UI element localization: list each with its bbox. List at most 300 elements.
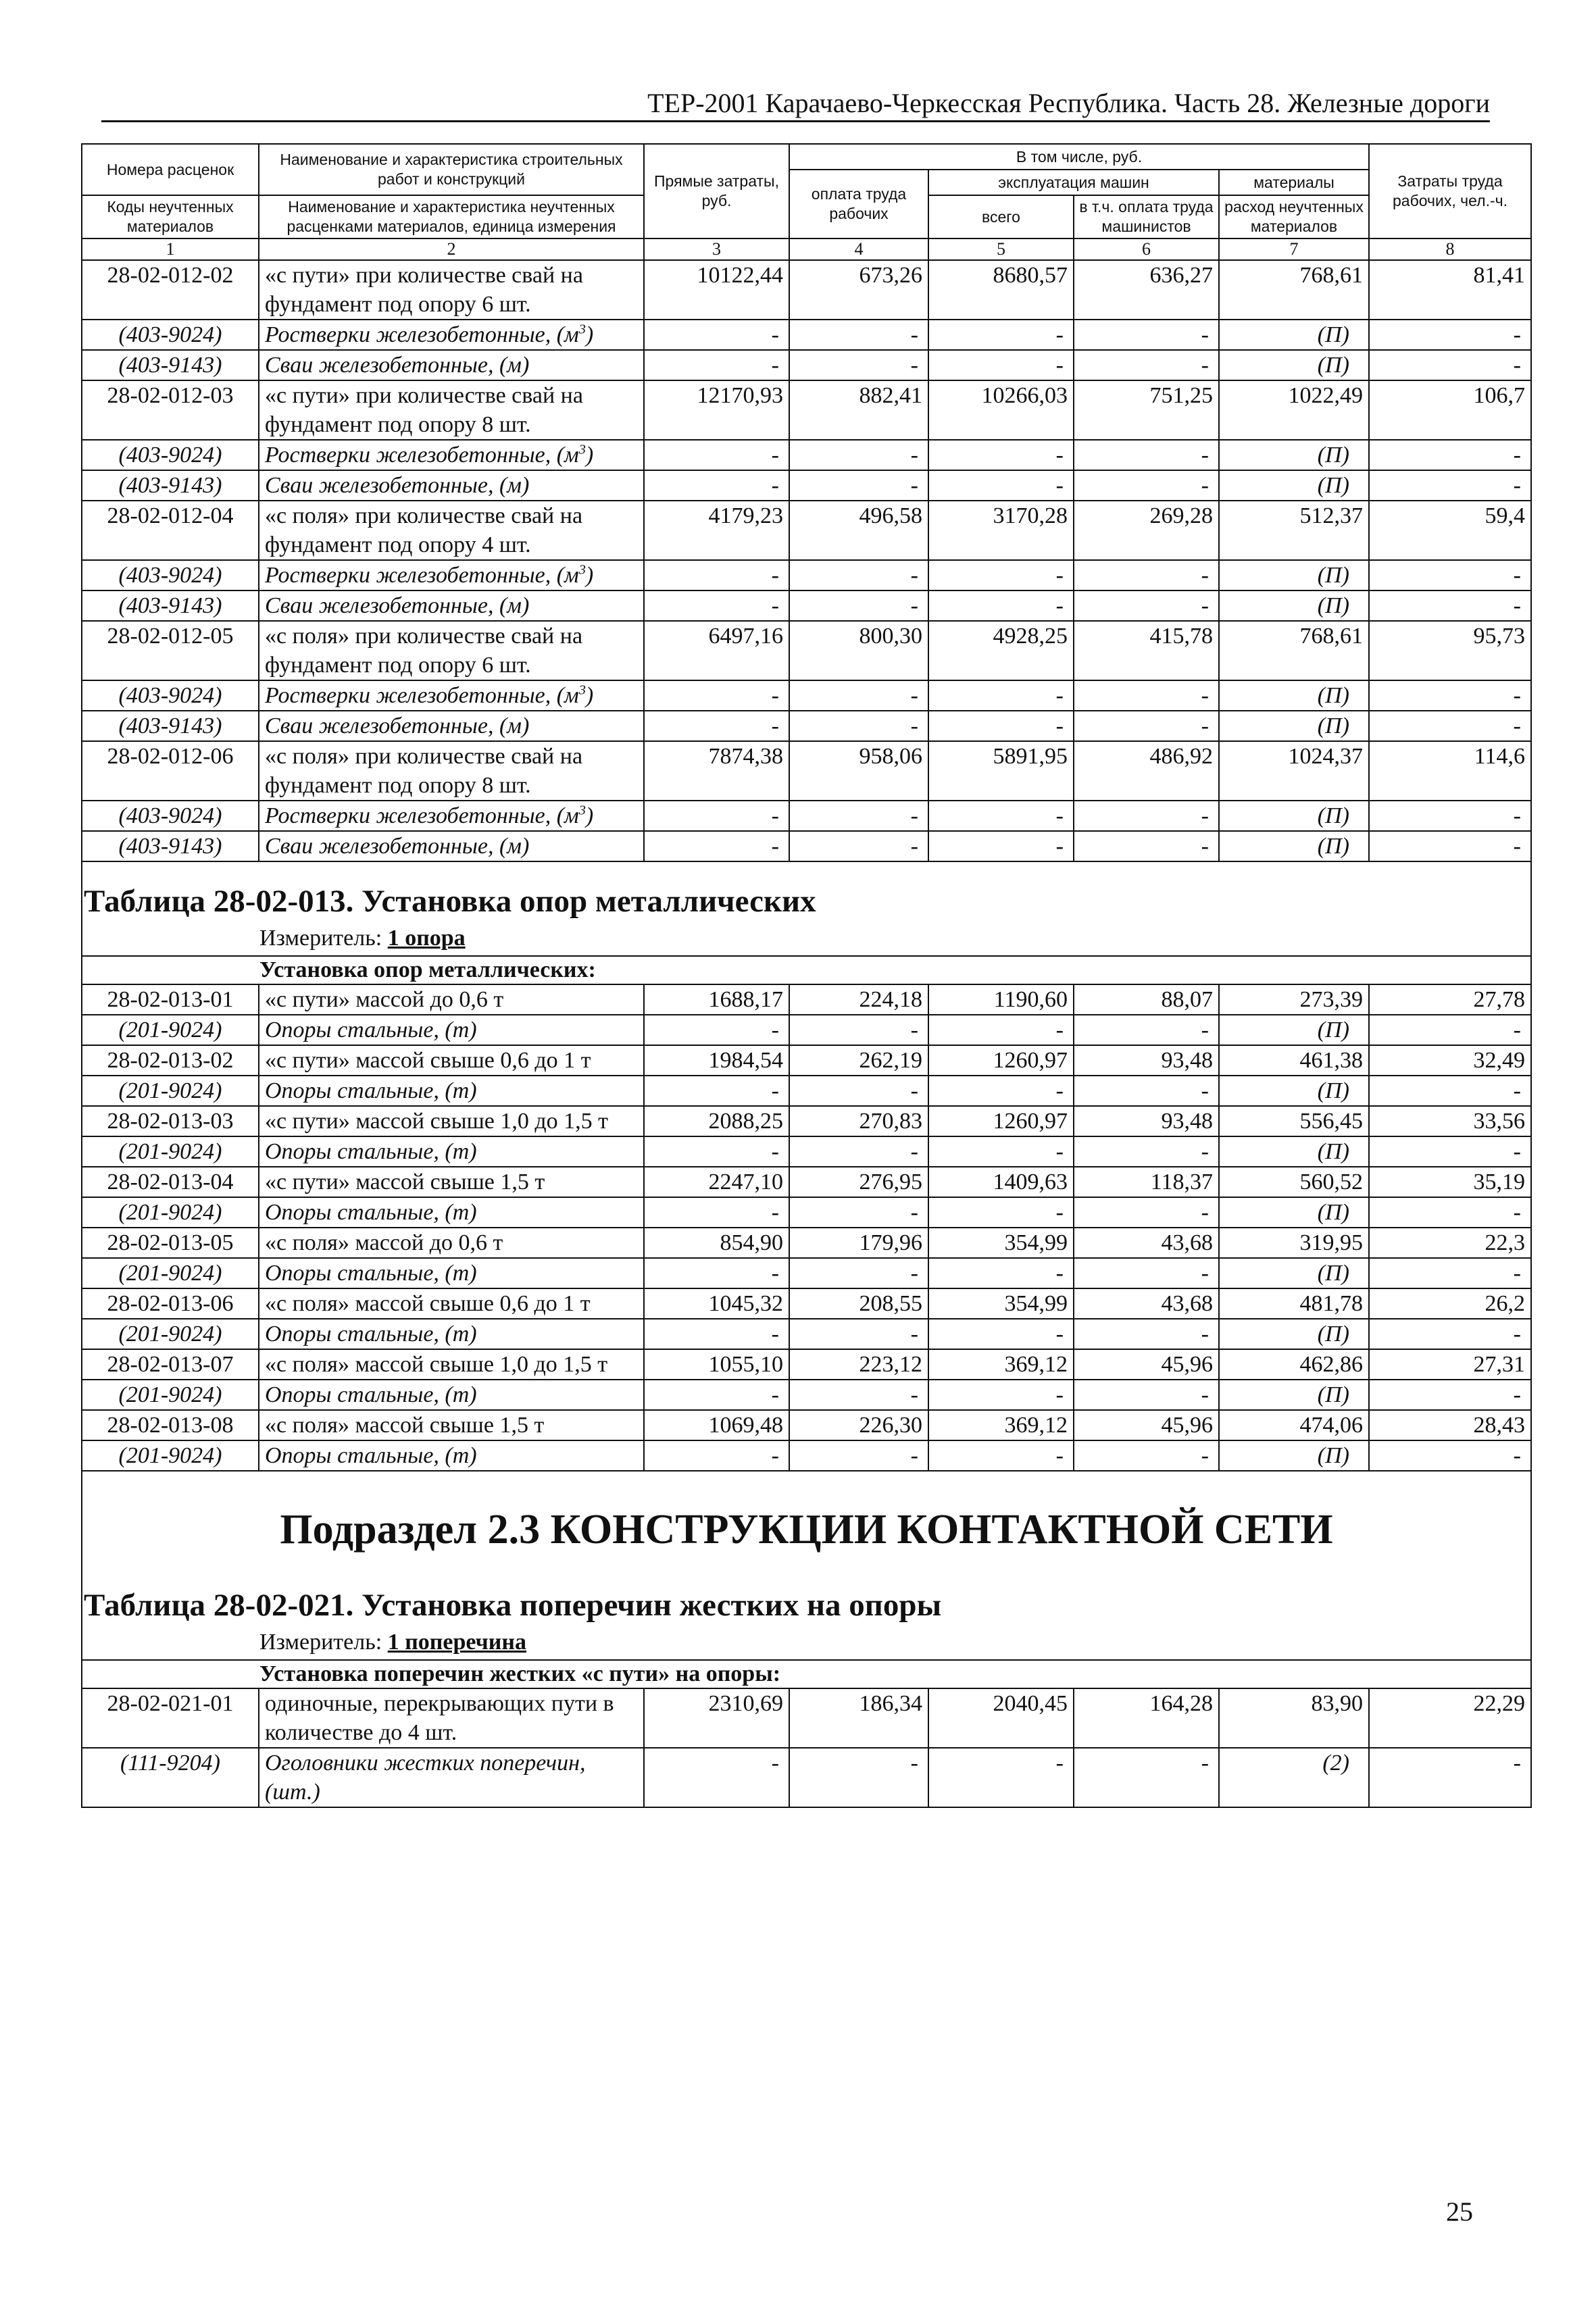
column-numbers-row xyxy=(82,238,1531,260)
material-row xyxy=(82,1076,1531,1106)
labor-hours: 59,4 xyxy=(1369,501,1531,560)
header-col6: в т.ч. оплата труда машинистов xyxy=(1074,195,1219,238)
material-name: Опоры стальные, (т) xyxy=(259,1440,644,1471)
table-row xyxy=(82,1167,1531,1197)
dash: - xyxy=(644,1440,789,1471)
header-col4: оплата труда рабочих xyxy=(789,170,928,238)
material-consumption: (П) xyxy=(1219,470,1369,501)
dash: - xyxy=(1074,590,1219,621)
rate-code: 28-02-012-04 xyxy=(82,501,259,560)
table013-section xyxy=(82,861,1531,956)
material-code: (201-9024) xyxy=(82,1440,259,1471)
dash: - xyxy=(789,470,928,501)
materials-cost: 83,90 xyxy=(1219,1688,1369,1748)
worker-wages: 958,06 xyxy=(789,741,928,801)
table-row xyxy=(82,1106,1531,1136)
material-consumption: (П) xyxy=(1219,1197,1369,1228)
dash: - xyxy=(1369,801,1531,831)
direct-costs: 1069,48 xyxy=(644,1410,789,1440)
labor-hours: 33,56 xyxy=(1369,1106,1531,1136)
table-row xyxy=(82,1228,1531,1258)
dash: - xyxy=(928,470,1074,501)
operator-wages: 45,96 xyxy=(1074,1349,1219,1380)
material-code: (403-9024) xyxy=(82,560,259,590)
material-code: (403-9143) xyxy=(82,470,259,501)
header-col2-top: Наименование и характеристика строительных работ и конструкций xyxy=(259,144,644,195)
work-description: «с поля» при количестве свай на фундамент под опору 8 шт. xyxy=(259,741,644,801)
material-row xyxy=(82,590,1531,621)
material-row xyxy=(82,711,1531,741)
page-number: 25 xyxy=(1446,2196,1473,2227)
material-consumption: (П) xyxy=(1219,680,1369,711)
dash: - xyxy=(644,1380,789,1410)
material-row xyxy=(82,320,1531,350)
dash: - xyxy=(789,1136,928,1167)
rate-code: 28-02-012-05 xyxy=(82,621,259,680)
material-consumption: (П) xyxy=(1219,711,1369,741)
dash: - xyxy=(644,590,789,621)
dash: - xyxy=(1369,1380,1531,1410)
material-name: Сваи железобетонные, (м) xyxy=(259,831,644,861)
material-consumption: (П) xyxy=(1219,350,1369,380)
material-code: (403-9024) xyxy=(82,801,259,831)
machines-total: 1260,97 xyxy=(928,1106,1074,1136)
work-description: «с пути» массой свыше 1,0 до 1,5 т xyxy=(259,1106,644,1136)
direct-costs: 1045,32 xyxy=(644,1288,789,1319)
table-row xyxy=(82,741,1531,801)
header-col2-bottom: Наименование и характеристика неучтенных расценками материалов, единица измерения xyxy=(259,195,644,238)
material-consumption: (П) xyxy=(1219,1319,1369,1349)
rate-code: 28-02-013-03 xyxy=(82,1106,259,1136)
meter-unit: 1 поперечина xyxy=(387,1630,526,1655)
materials-cost: 319,95 xyxy=(1219,1228,1369,1258)
worker-wages: 186,34 xyxy=(789,1688,928,1748)
material-code: (201-9024) xyxy=(82,1258,259,1288)
rate-code: 28-02-021-01 xyxy=(82,1688,259,1748)
material-consumption: (П) xyxy=(1219,440,1369,470)
material-name: Опоры стальные, (т) xyxy=(259,1258,644,1288)
material-name: Опоры стальные, (т) xyxy=(259,1076,644,1106)
table013-title-row xyxy=(82,861,1531,956)
dash: - xyxy=(928,1076,1074,1106)
table013-body xyxy=(82,984,1531,1471)
material-row xyxy=(82,1440,1531,1471)
dash: - xyxy=(1074,1319,1219,1349)
material-row xyxy=(82,1197,1531,1228)
dash: - xyxy=(789,1076,928,1106)
operator-wages: 43,68 xyxy=(1074,1288,1219,1319)
worker-wages: 496,58 xyxy=(789,501,928,560)
operator-wages: 486,92 xyxy=(1074,741,1219,801)
work-description: «с поля» при количестве свай на фундамент под опору 6 шт. xyxy=(259,621,644,680)
worker-wages: 270,83 xyxy=(789,1106,928,1136)
dash: - xyxy=(1369,1197,1531,1228)
dash: - xyxy=(1074,350,1219,380)
table-row xyxy=(82,621,1531,680)
table-row xyxy=(82,1045,1531,1076)
labor-hours: 27,78 xyxy=(1369,984,1531,1015)
dash: - xyxy=(928,1136,1074,1167)
dash: - xyxy=(1369,470,1531,501)
dash: - xyxy=(928,440,1074,470)
machines-total: 369,12 xyxy=(928,1349,1074,1380)
material-name: Опоры стальные, (т) xyxy=(259,1380,644,1410)
column-number: 5 xyxy=(928,238,1074,260)
dash: - xyxy=(1074,470,1219,501)
dash: - xyxy=(1369,1319,1531,1349)
material-row xyxy=(82,680,1531,711)
header-col3: Прямые затраты, руб. xyxy=(644,144,789,238)
dash: - xyxy=(1074,831,1219,861)
machines-total: 354,99 xyxy=(928,1228,1074,1258)
operator-wages: 93,48 xyxy=(1074,1106,1219,1136)
direct-costs: 7874,38 xyxy=(644,741,789,801)
material-row xyxy=(82,440,1531,470)
table-row xyxy=(82,1688,1531,1748)
direct-costs: 1984,54 xyxy=(644,1045,789,1076)
dash: - xyxy=(928,1197,1074,1228)
dash: - xyxy=(1369,831,1531,861)
table-row xyxy=(82,1349,1531,1380)
dash: - xyxy=(1074,1440,1219,1471)
table021-title: Таблица 28-02-021. Установка поперечин жестких на опоры xyxy=(84,1588,942,1623)
subsection-heading: Подраздел 2.3 КОНСТРУКЦИИ КОНТАКТНОЙ СЕТИ xyxy=(280,1507,1333,1553)
dash: - xyxy=(928,1440,1074,1471)
material-consumption: (П) xyxy=(1219,831,1369,861)
table-row xyxy=(82,260,1531,320)
dash: - xyxy=(644,320,789,350)
dash: - xyxy=(928,711,1074,741)
machines-total: 8680,57 xyxy=(928,260,1074,320)
materials-cost: 1022,49 xyxy=(1219,380,1369,440)
material-code: (403-9143) xyxy=(82,711,259,741)
material-consumption: (П) xyxy=(1219,320,1369,350)
dash: - xyxy=(1369,590,1531,621)
worker-wages: 262,19 xyxy=(789,1045,928,1076)
dash: - xyxy=(789,1258,928,1288)
meter-unit: 1 опора xyxy=(387,926,466,951)
material-row xyxy=(82,831,1531,861)
material-code: (403-9024) xyxy=(82,680,259,711)
dash: - xyxy=(928,1748,1074,1807)
dash: - xyxy=(789,320,928,350)
labor-hours: 81,41 xyxy=(1369,260,1531,320)
dash: - xyxy=(928,350,1074,380)
materials-cost: 273,39 xyxy=(1219,984,1369,1015)
direct-costs: 4179,23 xyxy=(644,501,789,560)
operator-wages: 269,28 xyxy=(1074,501,1219,560)
dash: - xyxy=(789,590,928,621)
machines-total: 2040,45 xyxy=(928,1688,1074,1748)
material-code: (111-9204) xyxy=(82,1748,259,1807)
work-description: «с поля» массой свыше 1,0 до 1,5 т xyxy=(259,1349,644,1380)
rate-code: 28-02-012-06 xyxy=(82,741,259,801)
material-consumption: (П) xyxy=(1219,1076,1369,1106)
operator-wages: 751,25 xyxy=(1074,380,1219,440)
material-row xyxy=(82,801,1531,831)
material-code: (403-9024) xyxy=(82,320,259,350)
dash: - xyxy=(789,1319,928,1349)
dash: - xyxy=(1074,1197,1219,1228)
table021-meter xyxy=(82,1626,1530,1659)
worker-wages: 276,95 xyxy=(789,1167,928,1197)
material-name: Опоры стальные, (т) xyxy=(259,1319,644,1349)
dash: - xyxy=(1369,1748,1531,1807)
rate-code: 28-02-013-07 xyxy=(82,1349,259,1380)
worker-wages: 224,18 xyxy=(789,984,928,1015)
dash: - xyxy=(789,711,928,741)
labor-hours: 114,6 xyxy=(1369,741,1531,801)
dash: - xyxy=(644,560,789,590)
dash: - xyxy=(928,320,1074,350)
header-col1-top: Номера расценок xyxy=(82,144,259,195)
rate-code: 28-02-012-03 xyxy=(82,380,259,440)
material-row xyxy=(82,560,1531,590)
column-number: 3 xyxy=(644,238,789,260)
material-row xyxy=(82,1319,1531,1349)
rate-code: 28-02-013-04 xyxy=(82,1167,259,1197)
work-description: «с пути» массой до 0,6 т xyxy=(259,984,644,1015)
work-description: «с поля» массой до 0,6 т xyxy=(259,1228,644,1258)
material-name: Опоры стальные, (т) xyxy=(259,1015,644,1045)
dash: - xyxy=(789,801,928,831)
material-code: (403-9143) xyxy=(82,350,259,380)
dash: - xyxy=(1369,1136,1531,1167)
dash: - xyxy=(789,350,928,380)
header-col8: Затраты труда рабочих, чел.-ч. xyxy=(1369,144,1531,238)
machines-total: 1190,60 xyxy=(928,984,1074,1015)
meter-label: Измеритель: xyxy=(259,1630,388,1655)
work-description: «с поля» при количестве свай на фундамент под опору 4 шт. xyxy=(259,501,644,560)
dash: - xyxy=(928,560,1074,590)
material-consumption: (П) xyxy=(1219,1015,1369,1045)
dash: - xyxy=(1369,560,1531,590)
material-name: Сваи железобетонные, (м) xyxy=(259,470,644,501)
direct-costs: 2247,10 xyxy=(644,1167,789,1197)
dash: - xyxy=(1369,350,1531,380)
rate-code: 28-02-013-01 xyxy=(82,984,259,1015)
header-incl: В том числе, руб. xyxy=(789,144,1369,170)
materials-cost: 462,86 xyxy=(1219,1349,1369,1380)
dash: - xyxy=(1074,1015,1219,1045)
worker-wages: 800,30 xyxy=(789,621,928,680)
materials-cost: 474,06 xyxy=(1219,1410,1369,1440)
labor-hours: 27,31 xyxy=(1369,1349,1531,1380)
dash: - xyxy=(789,440,928,470)
rate-code: 28-02-013-02 xyxy=(82,1045,259,1076)
dash: - xyxy=(1074,1380,1219,1410)
material-name: Сваи железобетонные, (м) xyxy=(259,590,644,621)
dash: - xyxy=(1074,711,1219,741)
direct-costs: 10122,44 xyxy=(644,260,789,320)
work-description: «с пути» при количестве свай на фундамент под опору 6 шт. xyxy=(259,260,644,320)
dash: - xyxy=(644,470,789,501)
dash: - xyxy=(1369,1015,1531,1045)
worker-wages: 208,55 xyxy=(789,1288,928,1319)
operator-wages: 45,96 xyxy=(1074,1410,1219,1440)
table013-group-label: Установка опор металлических: xyxy=(82,956,1531,984)
labor-hours: 22,29 xyxy=(1369,1688,1531,1748)
operator-wages: 43,68 xyxy=(1074,1228,1219,1258)
dash: - xyxy=(644,801,789,831)
dash: - xyxy=(1074,680,1219,711)
work-description: «с пути» при количестве свай на фундамент под опору 8 шт. xyxy=(259,380,644,440)
material-code: (201-9024) xyxy=(82,1197,259,1228)
material-code: (201-9024) xyxy=(82,1380,259,1410)
material-code: (403-9024) xyxy=(82,440,259,470)
dash: - xyxy=(928,1015,1074,1045)
materials-cost: 1024,37 xyxy=(1219,741,1369,801)
dash: - xyxy=(1074,801,1219,831)
materials-cost: 461,38 xyxy=(1219,1045,1369,1076)
dash: - xyxy=(644,1015,789,1045)
table021-group-row xyxy=(82,1660,1531,1688)
meter-label: Измеритель: xyxy=(259,926,388,951)
material-consumption: (П) xyxy=(1219,560,1369,590)
dash: - xyxy=(1369,711,1531,741)
material-row xyxy=(82,470,1531,501)
table-row xyxy=(82,1410,1531,1440)
dash: - xyxy=(1074,320,1219,350)
operator-wages: 164,28 xyxy=(1074,1688,1219,1748)
column-number: 8 xyxy=(1369,238,1531,260)
dash: - xyxy=(928,590,1074,621)
header-col7: расход неучтенных материалов xyxy=(1219,195,1369,238)
materials-cost: 512,37 xyxy=(1219,501,1369,560)
header-col5: всего xyxy=(928,195,1074,238)
dash: - xyxy=(644,1197,789,1228)
dash: - xyxy=(928,1380,1074,1410)
direct-costs: 1688,17 xyxy=(644,984,789,1015)
labor-hours: 106,7 xyxy=(1369,380,1531,440)
dash: - xyxy=(644,1319,789,1349)
dash: - xyxy=(928,831,1074,861)
material-row xyxy=(82,350,1531,380)
material-name: Сваи железобетонные, (м) xyxy=(259,711,644,741)
rate-code: 28-02-013-08 xyxy=(82,1410,259,1440)
material-name: Ростверки железобетонные, $(м^3)$ xyxy=(259,320,644,350)
table-row xyxy=(82,380,1531,440)
material-code: (403-9143) xyxy=(82,590,259,621)
material-code: (201-9024) xyxy=(82,1319,259,1349)
column-number: 6 xyxy=(1074,238,1219,260)
dash: - xyxy=(1074,1136,1219,1167)
column-number: 7 xyxy=(1219,238,1369,260)
dash: - xyxy=(1074,440,1219,470)
header-materials: материалы xyxy=(1219,170,1369,195)
dash: - xyxy=(789,831,928,861)
machines-total: 3170,28 xyxy=(928,501,1074,560)
operator-wages: 636,27 xyxy=(1074,260,1219,320)
rate-code: 28-02-013-06 xyxy=(82,1288,259,1319)
materials-cost: 768,61 xyxy=(1219,621,1369,680)
header-rule xyxy=(101,120,1490,122)
dash: - xyxy=(1369,440,1531,470)
material-name: Оголовники жестких поперечин, (шт.) xyxy=(259,1748,644,1807)
dash: - xyxy=(644,1076,789,1106)
dash: - xyxy=(1074,1748,1219,1807)
column-number: 1 xyxy=(82,238,259,260)
dash: - xyxy=(789,1015,928,1045)
dash: - xyxy=(1074,560,1219,590)
table-row xyxy=(82,1288,1531,1319)
dash: - xyxy=(1369,1076,1531,1106)
dash: - xyxy=(789,1197,928,1228)
direct-costs: 1055,10 xyxy=(644,1349,789,1380)
dash: - xyxy=(644,1258,789,1288)
dash: - xyxy=(644,831,789,861)
table013-title: Таблица 28-02-013. Установка опор металлических xyxy=(84,884,816,919)
labor-hours: 26,2 xyxy=(1369,1288,1531,1319)
dash: - xyxy=(789,560,928,590)
direct-costs: 2088,25 xyxy=(644,1106,789,1136)
worker-wages: 179,96 xyxy=(789,1228,928,1258)
dash: - xyxy=(789,1380,928,1410)
dash: - xyxy=(644,440,789,470)
material-name: Ростверки железобетонные, $(м^3)$ xyxy=(259,680,644,711)
block1-body xyxy=(82,260,1531,861)
work-description: «с поля» массой свыше 1,5 т xyxy=(259,1410,644,1440)
dash: - xyxy=(644,1748,789,1807)
column-number: 2 xyxy=(259,238,644,260)
material-name: Ростверки железобетонные, $(м^3)$ xyxy=(259,560,644,590)
table021-group-label: Установка поперечин жестких «с пути» на опоры: xyxy=(82,1660,1531,1688)
operator-wages: 93,48 xyxy=(1074,1045,1219,1076)
dash: - xyxy=(644,711,789,741)
operator-wages: 415,78 xyxy=(1074,621,1219,680)
worker-wages: 223,12 xyxy=(789,1349,928,1380)
material-row xyxy=(82,1748,1531,1807)
machines-total: 1260,97 xyxy=(928,1045,1074,1076)
material-row xyxy=(82,1015,1531,1045)
material-consumption: (П) xyxy=(1219,1380,1369,1410)
labor-hours: 22,3 xyxy=(1369,1228,1531,1258)
dash: - xyxy=(644,680,789,711)
operator-wages: 88,07 xyxy=(1074,984,1219,1015)
material-consumption: (П) xyxy=(1219,1440,1369,1471)
direct-costs: 12170,93 xyxy=(644,380,789,440)
machines-total: 354,99 xyxy=(928,1288,1074,1319)
material-row xyxy=(82,1380,1531,1410)
subsection-section xyxy=(82,1471,1531,1660)
dash: - xyxy=(1369,1258,1531,1288)
worker-wages: 226,30 xyxy=(789,1410,928,1440)
dash: - xyxy=(1369,680,1531,711)
material-name: Ростверки железобетонные, $(м^3)$ xyxy=(259,440,644,470)
dash: - xyxy=(644,1136,789,1167)
labor-hours: 32,49 xyxy=(1369,1045,1531,1076)
material-consumption: (П) xyxy=(1219,801,1369,831)
material-code: (403-9143) xyxy=(82,831,259,861)
material-name: Сваи железобетонные, (м) xyxy=(259,350,644,380)
material-code: (201-9024) xyxy=(82,1136,259,1167)
table021-body xyxy=(82,1688,1531,1807)
material-name: Опоры стальные, (т) xyxy=(259,1197,644,1228)
material-code: (201-9024) xyxy=(82,1076,259,1106)
column-number: 4 xyxy=(789,238,928,260)
material-consumption: (П) xyxy=(1219,590,1369,621)
material-consumption: (П) xyxy=(1219,1258,1369,1288)
work-description: «с пути» массой свыше 0,6 до 1 т xyxy=(259,1045,644,1076)
dash: - xyxy=(789,680,928,711)
material-row xyxy=(82,1136,1531,1167)
material-consumption: (П) xyxy=(1219,1136,1369,1167)
dash: - xyxy=(1074,1076,1219,1106)
direct-costs: 2310,69 xyxy=(644,1688,789,1748)
direct-costs: 6497,16 xyxy=(644,621,789,680)
material-code: (201-9024) xyxy=(82,1015,259,1045)
labor-hours: 28,43 xyxy=(1369,1410,1531,1440)
